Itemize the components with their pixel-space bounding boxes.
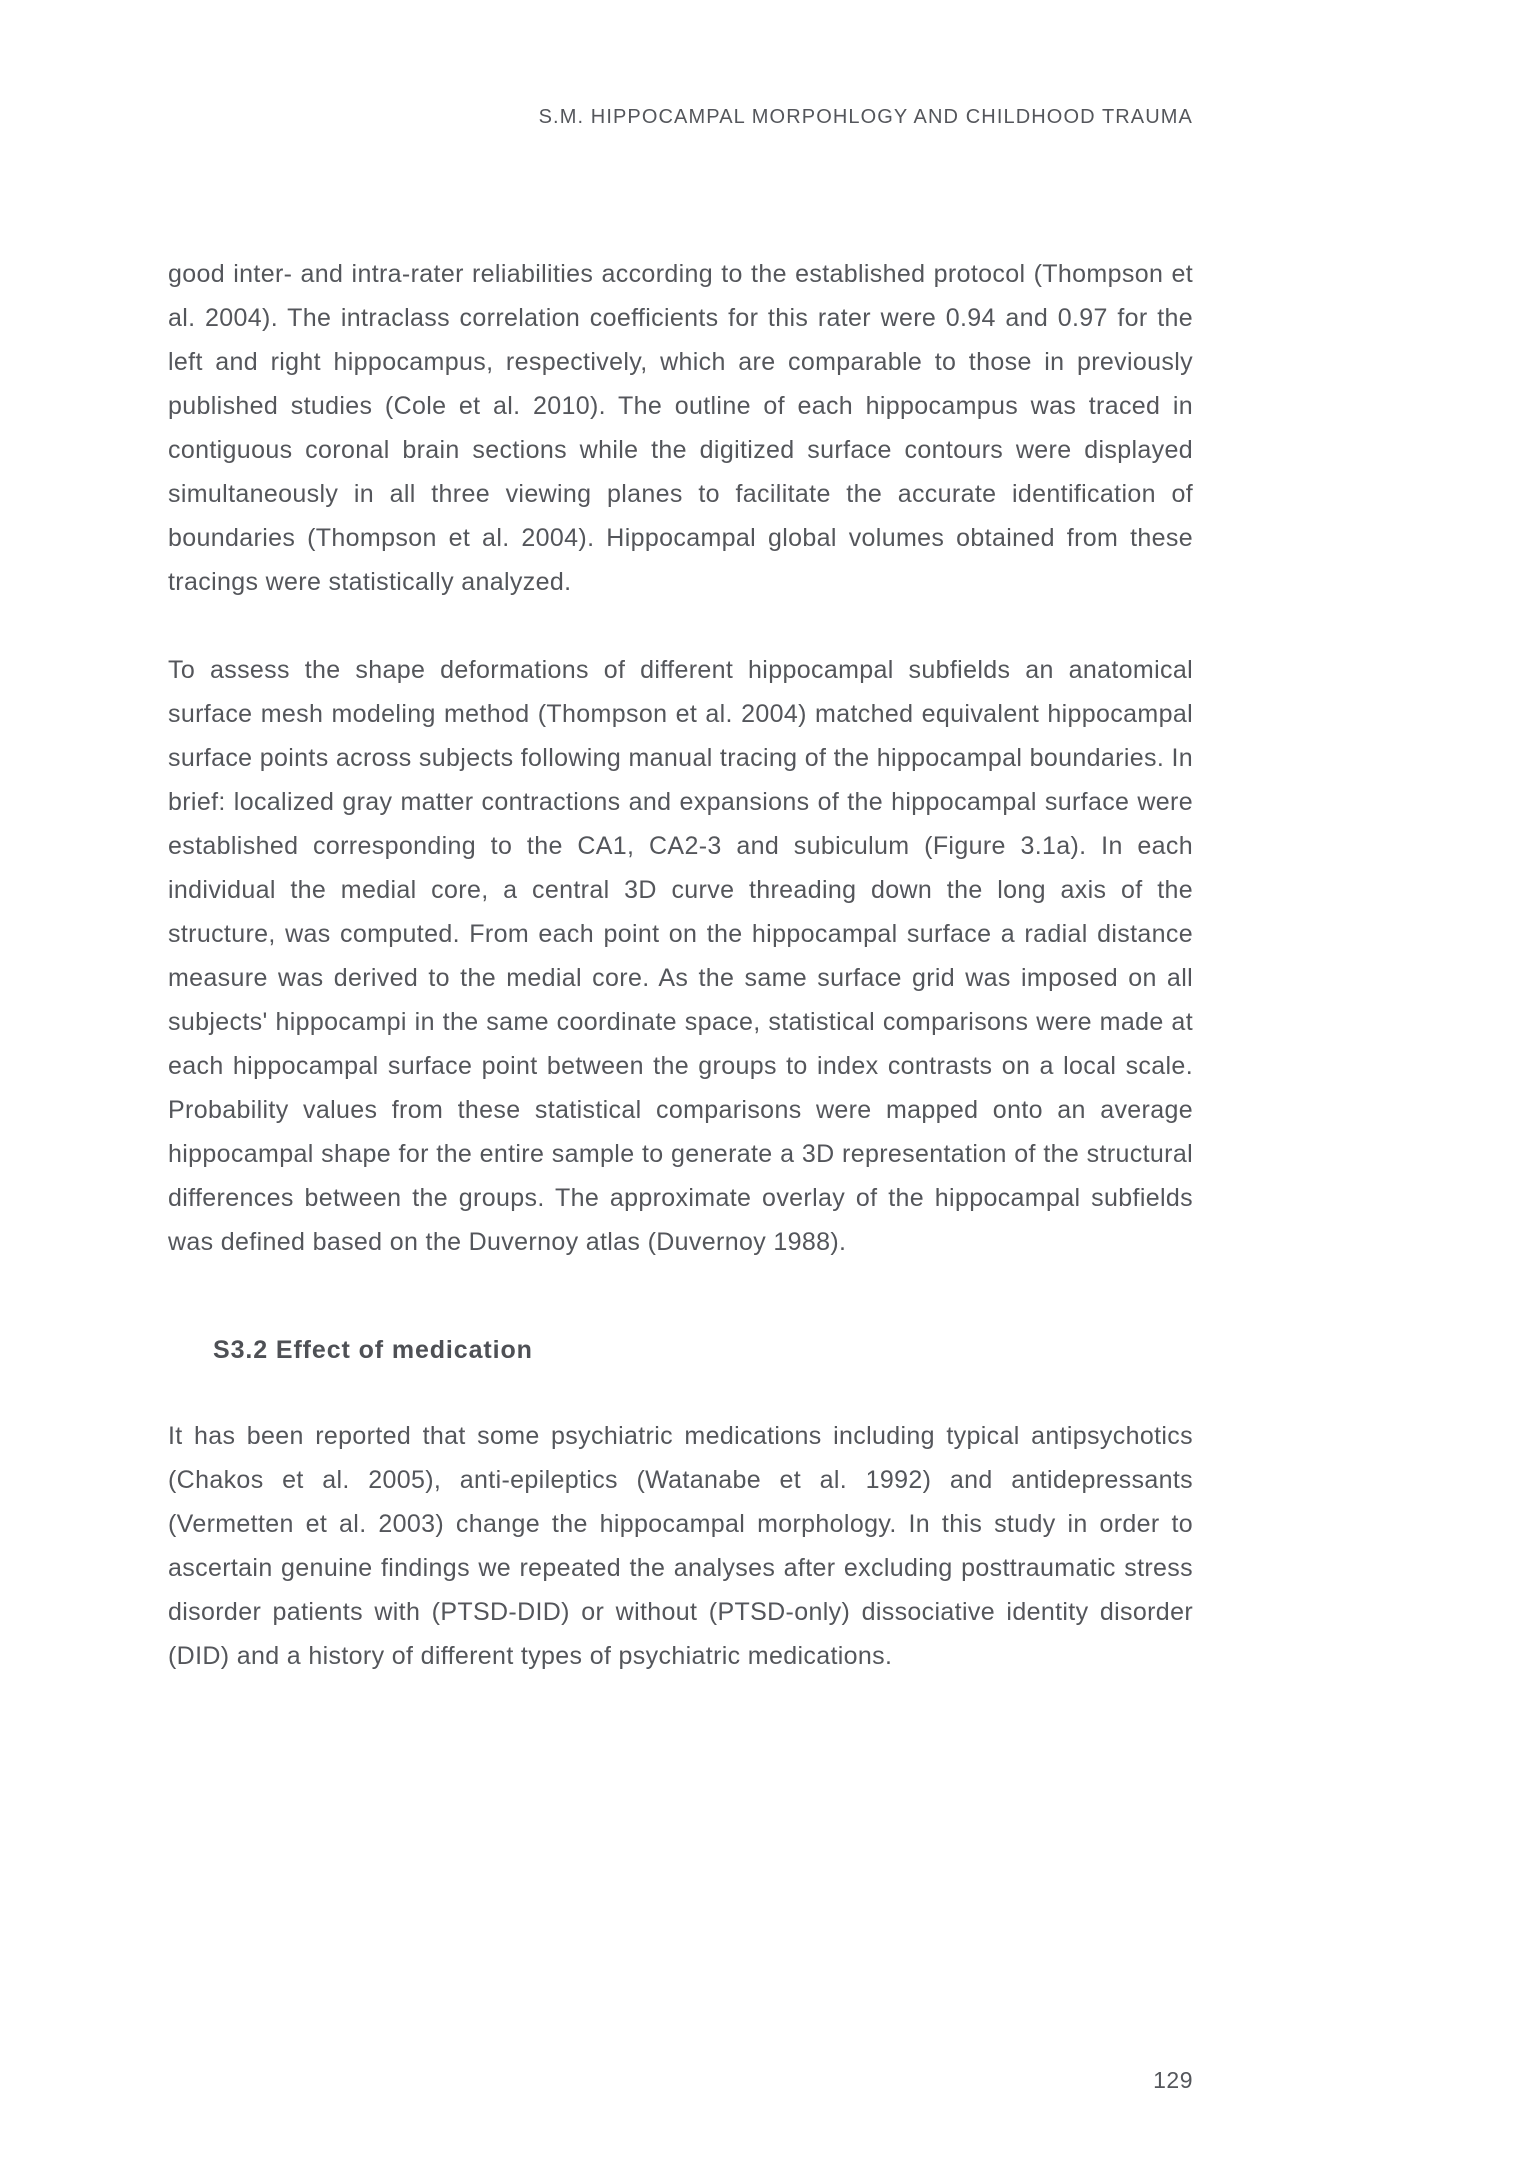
section-heading-effect-of-medication: S3.2 Effect of medication (213, 1336, 533, 1364)
page-number: 129 (1153, 2067, 1193, 2093)
paragraph-shape-deformation-analysis: To assess the shape deformations of different hippocampal subfields an anatomical surface mesh modeling method (Thompson et al. 2004) matched equivalent hippocampal surface points across subjects following manual tracing of the hippocampal boundaries. In brief: localized gray matter contractions and expansions of the hippocampal surface were established corresponding to the CA1, CA2-3 and subiculum (Figure 3.1a). In each individual the medial core, a central 3D curve threading down the long axis of the structure, was computed. From each point on the hippocampal surface a radial distance measure was derived to the medial core. As the same surface grid was imposed on all subjects' hippocampi in the same coordinate space, statistical comparisons were made at each hippocampal surface point between the groups to index contrasts on a local scale. Probability values from these statistical comparisons were mapped onto an average hippocampal shape for the entire sample to generate a 3D representation of the structural differences between the groups. The approximate overlay of the hippocampal subfields was defined based on the Duvernoy atlas (Duvernoy 1988). (168, 656, 1193, 1256)
page-content (168, 252, 1193, 1722)
paragraph-tracing-protocol: good inter- and intra-rater reliabilities according to the established protocol (Thompson et al. 2004). The intraclass correlation coefficients for this rater were 0.94 and 0.97 for the left and right hippocampus, respectively, which are comparable to those in previously published studies (Cole et al. 2010). The outline of each hippocampus was traced in contiguous coronal brain sections while the digitized surface contours were displayed simultaneously in all three viewing planes to facilitate the accurate identification of boundaries (Thompson et al. 2004). Hippocampal global volumes obtained from these tracings were statistically analyzed. (168, 260, 1193, 596)
running-header: S.M. HIPPOCAMPAL MORPOHLOGY AND CHILDHOOD TRAUMA (538, 106, 1193, 128)
paragraph-effect-of-medication: It has been reported that some psychiatric medications including typical antipsychotics (Chakos et al. 2005), anti-epileptics (Watanabe et al. 1992) and antidepressants (Vermetten et al. 2003) change the hippocampal morphology. In this study in order to ascertain genuine findings we repeated the analyses after excluding posttraumatic stress disorder patients with (PTSD-DID) or without (PTSD-only) dissociative identity disorder (DID) and a history of different types of psychiatric medications. (168, 1422, 1193, 1670)
